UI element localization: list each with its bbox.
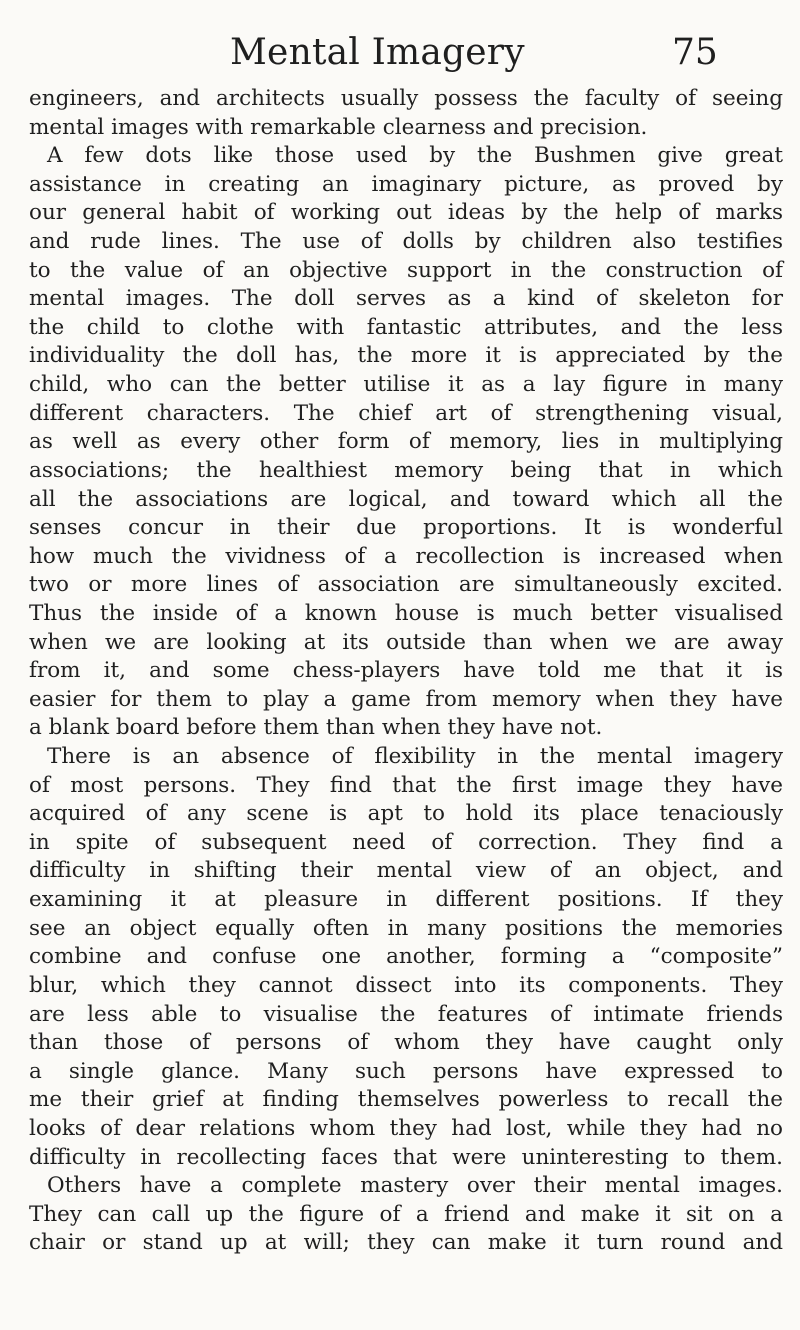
text-line: They can call up the figure of a friend and make it sit on a xyxy=(29,1201,783,1227)
text-line: in spite of subsequent need of correction. They find a xyxy=(29,829,783,855)
text-line: easier for them to play a game from memory when they have xyxy=(29,686,783,712)
text-line: A few dots like those used by the Bushmen give great xyxy=(47,143,783,169)
text-line: me their grief at finding themselves powerless to recall the xyxy=(29,1087,783,1113)
text-line: different characters. The chief art of strengthening visual, xyxy=(29,400,783,426)
text-line: difficulty in recollecting faces that were uninteresting to them. xyxy=(29,1144,783,1170)
body-text xyxy=(29,85,783,1258)
text-line: Thus the inside of a known house is much better visualised xyxy=(29,600,783,626)
page-header xyxy=(0,28,800,78)
text-line: a blank board before them than when they have not. xyxy=(29,715,603,741)
text-line: individuality the doll has, the more it is appreciated by the xyxy=(29,343,783,369)
text-line: see an object equally often in many positions the memories xyxy=(29,915,783,941)
text-line: from it, and some chess-players have told me that it is xyxy=(29,658,783,684)
text-line: of most persons. They find that the first image they have xyxy=(29,772,783,798)
text-line: the child to clothe with fantastic attributes, and the less xyxy=(29,314,783,340)
running-title: Mental Imagery xyxy=(230,32,525,73)
text-line: a single glance. Many such persons have expressed to xyxy=(29,1058,783,1084)
text-line: acquired of any scene is apt to hold its place tenaciously xyxy=(29,801,783,827)
text-line: There is an absence of flexibility in the mental imagery xyxy=(47,744,783,770)
text-line: chair or stand up at will; they can make it turn round and xyxy=(29,1230,783,1256)
text-line: senses concur in their due proportions. It is wonderful xyxy=(29,515,783,541)
text-line: looks of dear relations whom they had lost, while they had no xyxy=(29,1115,783,1141)
text-line: and rude lines. The use of dolls by children also testifies xyxy=(29,229,783,255)
text-line: associations; the healthiest memory being that in which xyxy=(29,457,783,483)
text-line: are less able to visualise the features of intimate friends xyxy=(29,1001,783,1027)
text-line: as well as every other form of memory, lies in multiplying xyxy=(29,429,783,455)
text-line: engineers, and architects usually possess the faculty of seeing xyxy=(29,86,783,111)
text-line: mental images with remarkable clearness and precision. xyxy=(29,114,648,140)
text-line: to the value of an objective support in the construction of xyxy=(29,257,783,283)
text-line: blur, which they cannot dissect into its components. They xyxy=(29,972,783,998)
text-line: two or more lines of association are simultaneously excited. xyxy=(29,572,783,598)
text-line: all the associations are logical, and toward which all the xyxy=(29,486,783,512)
text-line: Others have a complete mastery over their mental images. xyxy=(47,1173,783,1199)
text-line: than those of persons of whom they have caught only xyxy=(29,1030,783,1056)
text-line: our general habit of working out ideas by the help of marks xyxy=(29,200,783,226)
text-line: combine and confuse one another, forming a “composite” xyxy=(29,944,783,970)
text-line: mental images. The doll serves as a kind of skeleton for xyxy=(29,286,783,312)
text-line: when we are looking at its outside than when we are away xyxy=(29,629,783,655)
text-line: difficulty in shifting their mental view of an object, and xyxy=(29,858,783,884)
page-number: 75 xyxy=(672,32,718,73)
text-line: how much the vividness of a recollection is increased when xyxy=(29,543,783,569)
text-line: assistance in creating an imaginary picture, as proved by xyxy=(29,171,783,197)
text-line: examining it at pleasure in different positions. If they xyxy=(29,887,783,913)
text-line: child, who can the better utilise it as a lay figure in many xyxy=(29,372,783,398)
